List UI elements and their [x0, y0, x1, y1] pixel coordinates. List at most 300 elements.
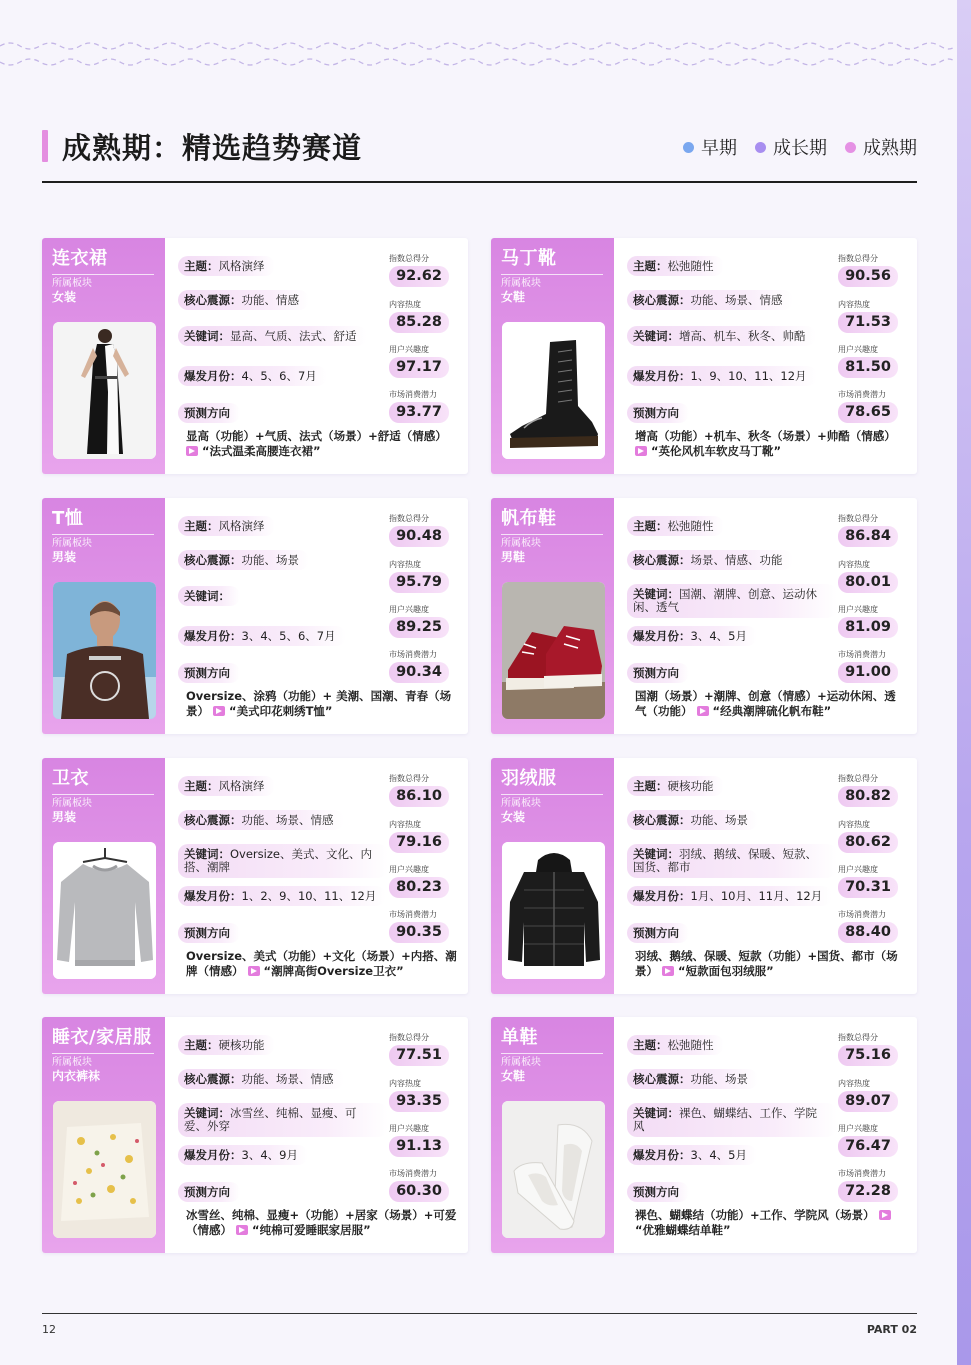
metric-value: 90.48: [389, 526, 449, 547]
peak-months-field: [178, 886, 386, 906]
field-value: 松弛随性: [667, 1038, 714, 1052]
metric-market-potential: [389, 390, 465, 423]
core-driver-field: [627, 550, 793, 570]
field-value: 风格演绎: [218, 779, 265, 793]
field-label: 关键词：: [184, 589, 230, 603]
metric-value: 88.40: [838, 922, 898, 943]
sector-label: 所属板块: [52, 278, 92, 289]
metric-total-score: [838, 514, 914, 547]
field-value: 1、2、9、10、11、12月: [241, 889, 377, 903]
metric-label: 内容热度: [838, 300, 870, 309]
forecast-formula: 羽绒、鹅绒、保暖、短款（功能）+国货、都市（场景）: [635, 949, 898, 978]
keywords-field: [178, 326, 367, 346]
metric-value: 60.30: [389, 1181, 449, 1202]
metric-total-score: [389, 1033, 465, 1066]
field-value: Oversize、美式、文化、内搭、潮牌: [184, 847, 372, 874]
peak-months-field: [178, 1145, 308, 1165]
legend-item-mature: [845, 134, 917, 160]
forecast-field: [178, 923, 240, 943]
field-label: 核心震源：: [184, 553, 242, 567]
metric-content-heat: [838, 300, 914, 333]
metric-label: 用户兴趣度: [389, 865, 429, 874]
keywords-field: [178, 1103, 388, 1137]
metric-label: 内容热度: [838, 560, 870, 569]
field-label: 爆发月份：: [633, 1148, 691, 1162]
flats-photo: [502, 1101, 605, 1238]
theme-field: [178, 1035, 275, 1055]
field-label: 预测方向: [633, 926, 679, 940]
pajamas-photo: [53, 1101, 156, 1238]
peak-months-field: [627, 886, 832, 906]
metric-user-interest: [389, 865, 465, 898]
metric-market-potential: [838, 910, 914, 943]
forecast-summary: [635, 1208, 907, 1238]
keywords-field: [178, 844, 388, 878]
field-label: 关键词：: [184, 329, 230, 343]
field-label: 关键词：: [184, 1106, 230, 1120]
field-label: 爆发月份：: [184, 629, 242, 643]
field-label: 主题：: [633, 1038, 668, 1052]
metric-value: 78.65: [838, 402, 898, 423]
field-label: 关键词：: [633, 847, 679, 861]
sector-label: 所属板块: [501, 1057, 541, 1068]
arrow-right-icon: [879, 1210, 891, 1220]
metric-user-interest: [389, 345, 465, 378]
metric-value: 77.51: [389, 1045, 449, 1066]
forecast-formula: 裸色、蝴蝶结（功能）+工作、学院风（场景）: [635, 1208, 875, 1222]
metric-label: 用户兴趣度: [389, 605, 429, 614]
peak-months-field: [627, 366, 817, 386]
title-accent-bar: [42, 130, 48, 162]
metric-market-potential: [389, 1169, 465, 1202]
forecast-summary: [186, 429, 458, 459]
metric-market-potential: [389, 650, 465, 683]
metric-market-potential: [838, 650, 914, 683]
metric-label: 用户兴趣度: [389, 1124, 429, 1133]
metric-label: 指数总得分: [389, 1033, 429, 1042]
trend-card: [491, 498, 917, 734]
forecast-product: “英伦风机车软皮马丁靴”: [651, 444, 782, 458]
trend-card: [491, 758, 917, 994]
field-value: 3、4、5、6、7月: [241, 629, 336, 643]
metric-content-heat: [838, 1079, 914, 1112]
metric-label: 市场消费潜力: [389, 390, 437, 399]
metric-market-potential: [838, 390, 914, 423]
dashed-wave-decoration: [0, 36, 955, 76]
category-divider: [501, 1053, 603, 1054]
forecast-field: [627, 403, 689, 423]
metric-value: 79.16: [389, 832, 449, 853]
sweatshirt-photo: [53, 842, 156, 979]
field-value: 功能、场景、情感: [690, 293, 783, 307]
sector-value: 女鞋: [501, 290, 526, 304]
metric-value: 80.01: [838, 572, 898, 593]
field-value: 功能、情感: [241, 293, 299, 307]
metric-value: 75.16: [838, 1045, 898, 1066]
trend-card: [42, 238, 468, 474]
field-label: 预测方向: [633, 666, 679, 680]
card-category-panel: [42, 498, 165, 734]
category-name: 卫衣: [52, 768, 89, 789]
category-divider: [52, 794, 154, 795]
metric-value: 81.09: [838, 617, 898, 638]
metric-value: 89.07: [838, 1091, 898, 1112]
metric-total-score: [389, 514, 465, 547]
arrow-right-icon: [248, 966, 260, 976]
field-label: 预测方向: [633, 406, 679, 420]
metric-label: 市场消费潜力: [838, 650, 886, 659]
metric-value: 90.35: [389, 922, 449, 943]
field-label: 核心震源：: [184, 813, 242, 827]
field-label: 主题：: [184, 259, 219, 273]
legend-label: 早期: [701, 138, 737, 159]
trend-card: [42, 1017, 468, 1253]
theme-field: [178, 776, 275, 796]
field-value: 显高、气质、法式、舒适: [230, 329, 357, 343]
field-label: 爆发月份：: [633, 369, 691, 383]
peak-months-field: [627, 1145, 757, 1165]
boot-photo: [502, 322, 605, 459]
peak-months-field: [178, 626, 346, 646]
stage-legend: [683, 134, 917, 160]
theme-field: [627, 1035, 724, 1055]
core-driver-field: [178, 810, 344, 830]
legend-dot-icon: [683, 142, 694, 153]
category-name: 连衣裙: [52, 248, 108, 269]
metric-user-interest: [838, 865, 914, 898]
metric-market-potential: [838, 1169, 914, 1202]
metric-content-heat: [389, 300, 465, 333]
trend-card: [491, 238, 917, 474]
card-category-panel: [491, 1017, 614, 1253]
field-value: 冰雪丝、纯棉、显瘦、可爱、外穿: [184, 1106, 357, 1133]
field-label: 主题：: [184, 519, 219, 533]
field-label: 核心震源：: [633, 1072, 691, 1086]
keywords-field: [627, 1103, 837, 1137]
forecast-product: “短款面包羽绒服”: [678, 964, 774, 978]
metric-value: 72.28: [838, 1181, 898, 1202]
field-label: 主题：: [633, 519, 668, 533]
field-value: 增高、机车、秋冬、帅酷: [679, 329, 806, 343]
card-category-panel: [491, 498, 614, 734]
sector-value: 内衣裤袜: [52, 1069, 101, 1083]
metric-label: 指数总得分: [389, 254, 429, 263]
keywords-field: [178, 586, 240, 606]
legend-dot-icon: [755, 142, 766, 153]
field-value: 功能、场景、情感: [241, 813, 334, 827]
category-name: 羽绒服: [501, 768, 557, 789]
metric-total-score: [389, 774, 465, 807]
legend-label: 成熟期: [863, 138, 917, 159]
metric-label: 指数总得分: [389, 774, 429, 783]
forecast-summary: [635, 429, 907, 459]
metric-label: 指数总得分: [389, 514, 429, 523]
keywords-field: [627, 584, 837, 618]
field-label: 核心震源：: [184, 293, 242, 307]
forecast-product: “法式温柔高腰连衣裙”: [202, 444, 321, 458]
metric-value: 90.56: [838, 266, 898, 287]
field-label: 预测方向: [184, 406, 230, 420]
peak-months-field: [178, 366, 327, 386]
legend-item-early: [683, 134, 737, 160]
footer-divider: [42, 1313, 917, 1314]
forecast-field: [178, 403, 240, 423]
metric-user-interest: [389, 605, 465, 638]
card-category-panel: [491, 238, 614, 474]
metric-value: 81.50: [838, 357, 898, 378]
core-driver-field: [627, 1069, 758, 1089]
metric-value: 91.00: [838, 662, 898, 683]
metric-label: 内容热度: [838, 1079, 870, 1088]
metric-label: 市场消费潜力: [838, 390, 886, 399]
card-category-panel: [42, 238, 165, 474]
metric-label: 用户兴趣度: [838, 345, 878, 354]
sector-value: 男装: [52, 810, 77, 824]
down-jacket-photo: [502, 842, 605, 979]
field-label: 主题：: [633, 259, 668, 273]
metric-label: 市场消费潜力: [838, 1169, 886, 1178]
field-label: 主题：: [633, 779, 668, 793]
forecast-formula: Oversize、美式（功能）+文化（场景）+内搭、潮牌（情感）: [186, 949, 457, 978]
field-value: 功能、场景: [690, 813, 748, 827]
forecast-summary: [186, 1208, 458, 1238]
field-label: 核心震源：: [633, 553, 691, 567]
card-category-panel: [491, 758, 614, 994]
sector-label: 所属板块: [52, 1057, 92, 1068]
metric-value: 80.23: [389, 877, 449, 898]
field-value: 场景、情感、功能: [690, 553, 783, 567]
forecast-summary: [186, 689, 458, 719]
metric-total-score: [389, 254, 465, 287]
metric-label: 指数总得分: [838, 1033, 878, 1042]
metric-value: 90.34: [389, 662, 449, 683]
metric-label: 市场消费潜力: [389, 1169, 437, 1178]
sector-value: 女装: [52, 290, 77, 304]
field-label: 预测方向: [184, 926, 230, 940]
metric-value: 95.79: [389, 572, 449, 593]
category-divider: [52, 274, 154, 275]
metric-content-heat: [838, 820, 914, 853]
metric-label: 用户兴趣度: [389, 345, 429, 354]
metric-total-score: [838, 254, 914, 287]
metric-value: 85.28: [389, 312, 449, 333]
forecast-field: [178, 663, 240, 683]
metric-label: 内容热度: [389, 1079, 421, 1088]
forecast-formula: 冰雪丝、纯棉、显瘦+（功能）+居家（场景）+可爱（情感）: [186, 1208, 457, 1237]
arrow-right-icon: [697, 706, 709, 716]
field-label: 爆发月份：: [184, 369, 242, 383]
theme-field: [178, 256, 275, 276]
page-number: 12: [42, 1323, 56, 1336]
field-label: 爆发月份：: [633, 889, 691, 903]
dress-photo: [53, 322, 156, 459]
field-label: 主题：: [184, 779, 219, 793]
metric-value: 91.13: [389, 1136, 449, 1157]
metric-label: 市场消费潜力: [838, 910, 886, 919]
sector-label: 所属板块: [501, 278, 541, 289]
sector-label: 所属板块: [52, 538, 92, 549]
forecast-product: “经典潮牌硫化帆布鞋”: [712, 704, 832, 718]
category-name: 帆布鞋: [501, 508, 557, 529]
card-category-panel: [42, 1017, 165, 1253]
theme-field: [627, 776, 724, 796]
forecast-field: [627, 1182, 689, 1202]
field-value: 硬核功能: [667, 779, 714, 793]
metric-user-interest: [838, 605, 914, 638]
forecast-field: [627, 923, 689, 943]
arrow-right-icon: [635, 446, 647, 456]
forecast-product: “纯棉可爱睡眠家居服”: [252, 1223, 371, 1237]
sector-label: 所属板块: [501, 798, 541, 809]
field-label: 爆发月份：: [633, 629, 691, 643]
arrow-right-icon: [236, 1225, 248, 1235]
core-driver-field: [627, 290, 793, 310]
forecast-formula: 显高（功能）+气质、法式（场景）+舒适（情感）: [186, 429, 447, 443]
field-label: 主题：: [184, 1038, 219, 1052]
forecast-product: “美式印花刺绣T恤”: [229, 704, 333, 718]
metric-user-interest: [389, 1124, 465, 1157]
forecast-formula: 国潮（场景）+潮牌、创意（情感）+运动休闲、透气（功能）: [635, 689, 896, 718]
category-name: 马丁靴: [501, 248, 557, 269]
category-name: 单鞋: [501, 1027, 538, 1048]
keywords-field: [627, 844, 837, 878]
metric-label: 市场消费潜力: [389, 650, 437, 659]
field-value: 功能、场景、情感: [241, 1072, 334, 1086]
legend-dot-icon: [845, 142, 856, 153]
field-label: 预测方向: [633, 1185, 679, 1199]
field-label: 预测方向: [184, 666, 230, 680]
category-name: 睡衣/家居服: [52, 1027, 152, 1048]
sector-value: 男鞋: [501, 550, 526, 564]
metric-user-interest: [838, 345, 914, 378]
metric-market-potential: [389, 910, 465, 943]
sneaker-photo: [502, 582, 605, 719]
tshirt-photo: [53, 582, 156, 719]
peak-months-field: [627, 626, 757, 646]
field-label: 爆发月份：: [184, 889, 242, 903]
forecast-summary: [635, 689, 907, 719]
forecast-product: “潮牌高街Oversize卫衣”: [263, 964, 404, 978]
field-label: 核心震源：: [184, 1072, 242, 1086]
field-value: 3、4、5月: [690, 629, 747, 643]
theme-field: [627, 256, 724, 276]
field-value: 1月、10月、11月、12月: [690, 889, 823, 903]
category-divider: [501, 534, 603, 535]
metric-value: 80.82: [838, 786, 898, 807]
metric-value: 93.77: [389, 402, 449, 423]
metric-value: 70.31: [838, 877, 898, 898]
arrow-right-icon: [662, 966, 674, 976]
field-value: 功能、场景: [241, 553, 299, 567]
category-divider: [52, 1053, 154, 1054]
core-driver-field: [627, 810, 758, 830]
field-value: 4、5、6、7月: [241, 369, 317, 383]
card-category-panel: [42, 758, 165, 994]
metric-label: 用户兴趣度: [838, 605, 878, 614]
metric-content-heat: [389, 1079, 465, 1112]
field-label: 核心震源：: [633, 813, 691, 827]
metric-label: 用户兴趣度: [838, 865, 878, 874]
sector-label: 所属板块: [52, 798, 92, 809]
forecast-summary: [186, 949, 458, 979]
field-label: 关键词：: [184, 847, 230, 861]
forecast-summary: [635, 949, 907, 979]
field-value: 风格演绎: [218, 519, 265, 533]
metric-value: 71.53: [838, 312, 898, 333]
metric-content-heat: [389, 820, 465, 853]
metric-label: 内容热度: [838, 820, 870, 829]
field-value: 功能、场景: [690, 1072, 748, 1086]
metric-total-score: [838, 1033, 914, 1066]
field-label: 爆发月份：: [184, 1148, 242, 1162]
title-divider: [42, 181, 917, 183]
metric-value: 86.10: [389, 786, 449, 807]
field-label: 关键词：: [633, 1106, 679, 1120]
right-decorative-strip: [957, 0, 971, 1365]
forecast-formula: 增高（功能）+机车、秋冬（场景）+帅酷（情感）: [635, 429, 896, 443]
forecast-field: [627, 663, 689, 683]
metric-label: 指数总得分: [838, 254, 878, 263]
field-value: 风格演绎: [218, 259, 265, 273]
page-title: 成熟期：精选趋势赛道: [62, 131, 363, 165]
theme-field: [627, 516, 724, 536]
trend-card: [42, 758, 468, 994]
sector-value: 女鞋: [501, 1069, 526, 1083]
legend-label: 成长期: [773, 138, 827, 159]
category-name: T恤: [52, 508, 84, 529]
sector-value: 女装: [501, 810, 526, 824]
metric-label: 指数总得分: [838, 774, 878, 783]
metric-label: 市场消费潜力: [389, 910, 437, 919]
field-value: 国潮、潮牌、创意、运动休闲、透气: [633, 587, 817, 614]
sector-value: 男装: [52, 550, 77, 564]
metric-label: 内容热度: [389, 560, 421, 569]
field-value: 羽绒、鹅绒、保暖、短款、国货、都市: [633, 847, 817, 874]
forecast-formula: Oversize、涂鸦（功能）+ 美潮、国潮、青春（场景）: [186, 689, 452, 718]
category-divider: [501, 274, 603, 275]
metric-label: 指数总得分: [838, 514, 878, 523]
metric-value: 76.47: [838, 1136, 898, 1157]
trend-card: [491, 1017, 917, 1253]
field-label: 预测方向: [184, 1185, 230, 1199]
metric-value: 97.17: [389, 357, 449, 378]
metric-value: 80.62: [838, 832, 898, 853]
core-driver-field: [178, 1069, 344, 1089]
arrow-right-icon: [186, 446, 198, 456]
field-value: 1、9、10、11、12月: [690, 369, 807, 383]
core-driver-field: [178, 550, 309, 570]
field-label: 核心震源：: [633, 293, 691, 307]
forecast-field: [178, 1182, 240, 1202]
field-value: 裸色、蝴蝶结、工作、学院风: [633, 1106, 817, 1133]
metric-value: 93.35: [389, 1091, 449, 1112]
forecast-product: “优雅蝴蝶结单鞋”: [635, 1223, 731, 1237]
theme-field: [178, 516, 275, 536]
metric-value: 89.25: [389, 617, 449, 638]
metric-content-heat: [389, 560, 465, 593]
field-value: 松弛随性: [667, 259, 714, 273]
metric-content-heat: [838, 560, 914, 593]
metric-total-score: [838, 774, 914, 807]
field-value: 硬核功能: [218, 1038, 265, 1052]
field-label: 关键词：: [633, 329, 679, 343]
part-label: PART 02: [866, 1323, 917, 1336]
core-driver-field: [178, 290, 309, 310]
metric-label: 用户兴趣度: [838, 1124, 878, 1133]
legend-item-growth: [755, 134, 827, 160]
field-value: 松弛随性: [667, 519, 714, 533]
keywords-field: [627, 326, 816, 346]
